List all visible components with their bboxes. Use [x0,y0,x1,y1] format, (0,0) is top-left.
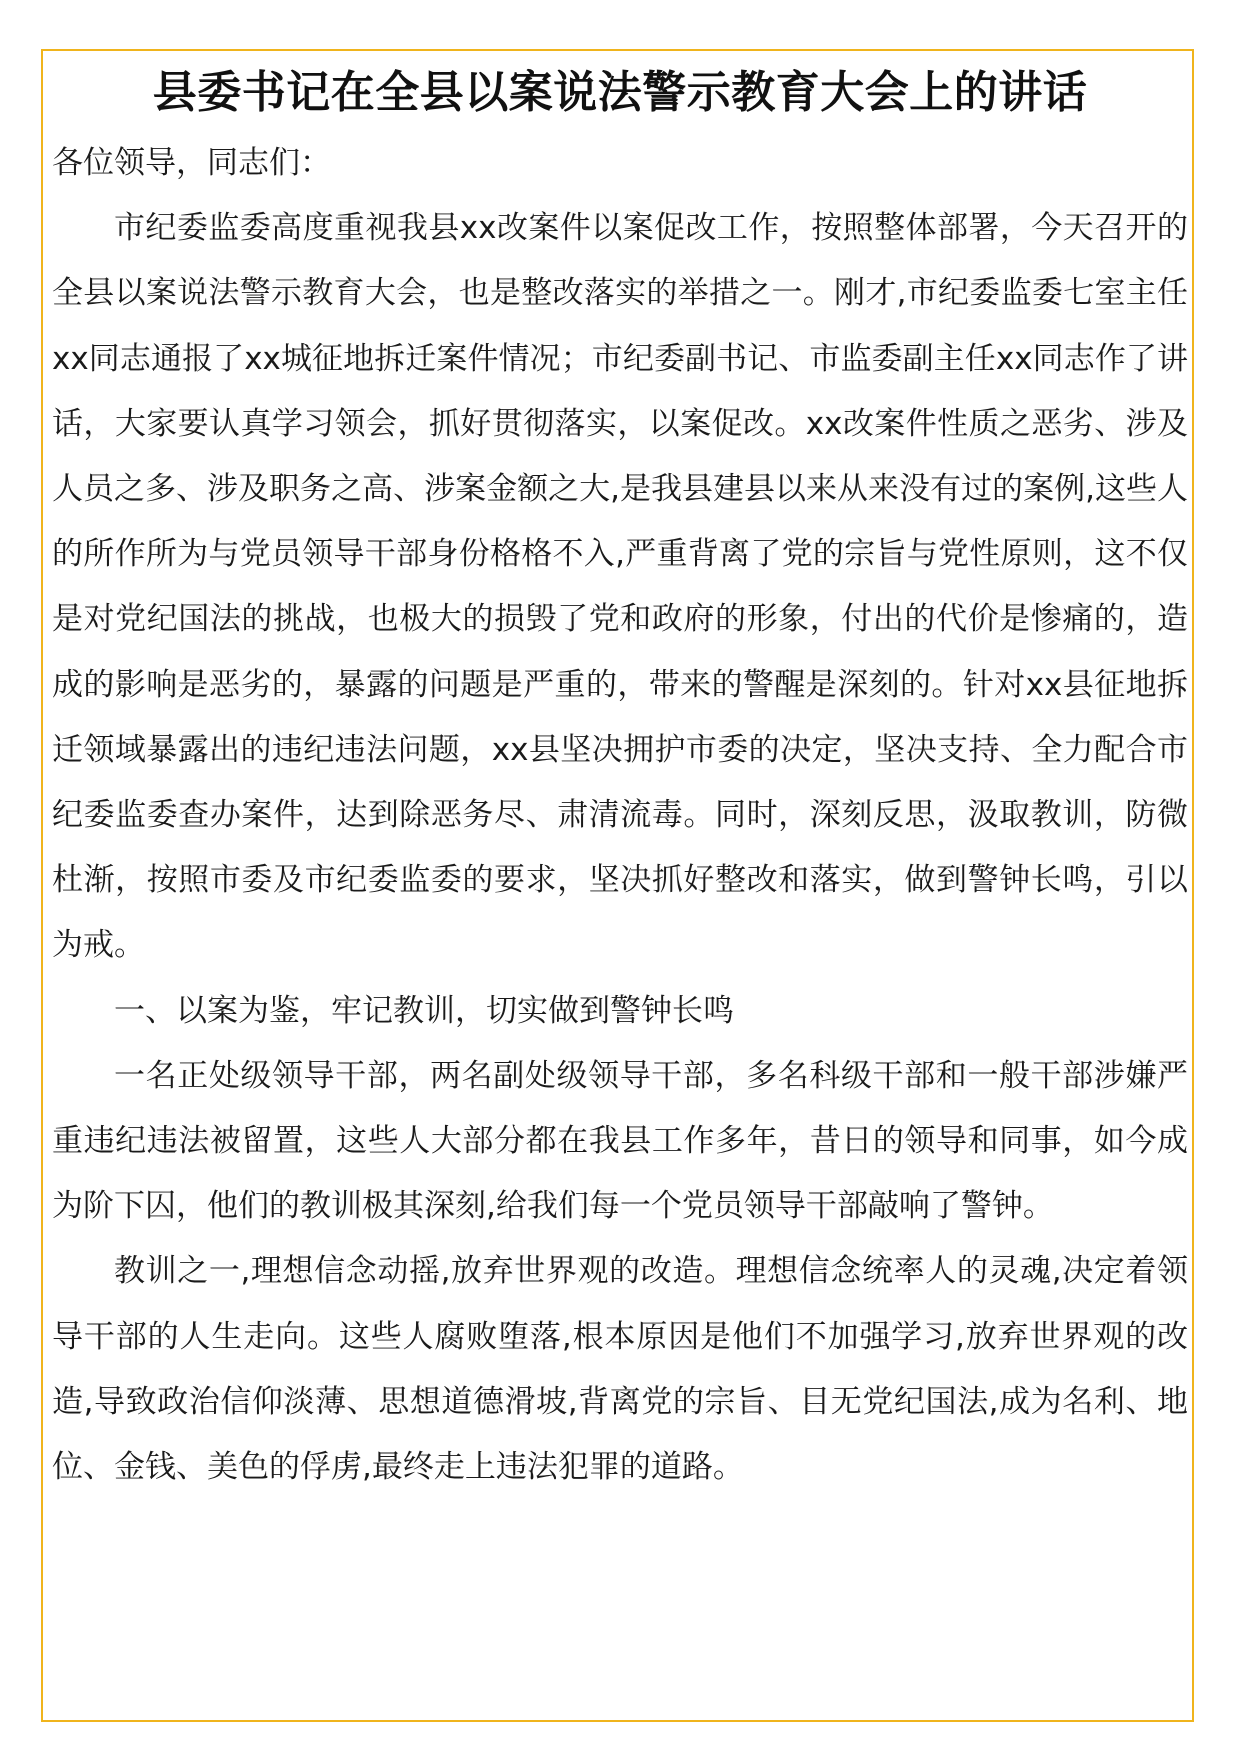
section-heading-1: 一、以案为鉴，牢记教训，切实做到警钟长鸣 [114,992,734,1029]
document-title: 县委书记在全县以案说法警示教育大会上的讲话 [152,67,1088,118]
paragraph-intro: 市纪委监委高度重视我县xx改案件以案促改工作，按照整体部署，今天召开的全县以案说法警示教育大会，也是整改落实的举措之一。刚才,市纪委监委七室主任xx同志通报了xx城征地拆迁案件情况；市纪委副书记、市监委副主任xx同志作了讲话，大家要认真学习领会，抓好贯彻落实，以案促改。xx改案件性质之恶劣、涉及人员之多、涉及职务之高、涉案金额之大,是我县建县以来从来没有过的案例,这些人的所作所为与党员领导干部身份格格不入,严重背离了党的宗旨与党性原则，这不仅是对党纪国法的挑战，也极大的损毁了党和政府的形象，付出的代价是惨痛的，造成的影响是恶劣的，暴露的问题是严重的，带来的警醒是深刻的。针对xx县征地拆迁领域暴露出的违纪违法问题，xx县坚决拥护市委的决定，坚决支持、全力配合市纪委监委查办案件，达到除恶务尽、肃清流毒。同时，深刻反思，汲取教训，防微杜渐，按照市委及市纪委监委的要求，坚决抓好整改和落实，做到警钟长鸣，引以为戒。 [52,210,1188,964]
greeting: 各位领导，同志们： [52,145,331,181]
paragraph-lesson-1: 教训之一,理想信念动摇,放弃世界观的改造。理想信念统率人的灵魂,决定着领导干部的人生走向。这些人腐败堕落,根本原因是他们不加强学习,放弃世界观的改造,导致政治信仰淡薄、思想道德滑坡,背离党的宗旨、目无党纪国法,成为名利、地位、金钱、美色的俘虏,最终走上违法犯罪的道路。 [52,1253,1188,1486]
document-body [52,55,1188,1500]
paragraph-detained-officials: 一名正处级领导干部，两名副处级领导干部，多名科级干部和一般干部涉嫌严重违纪违法被留置，这些人大部分都在我县工作多年，昔日的领导和同事，如今成为阶下囚，他们的教训极其深刻,给我们每一个党员领导干部敲响了警钟。 [52,1057,1188,1225]
